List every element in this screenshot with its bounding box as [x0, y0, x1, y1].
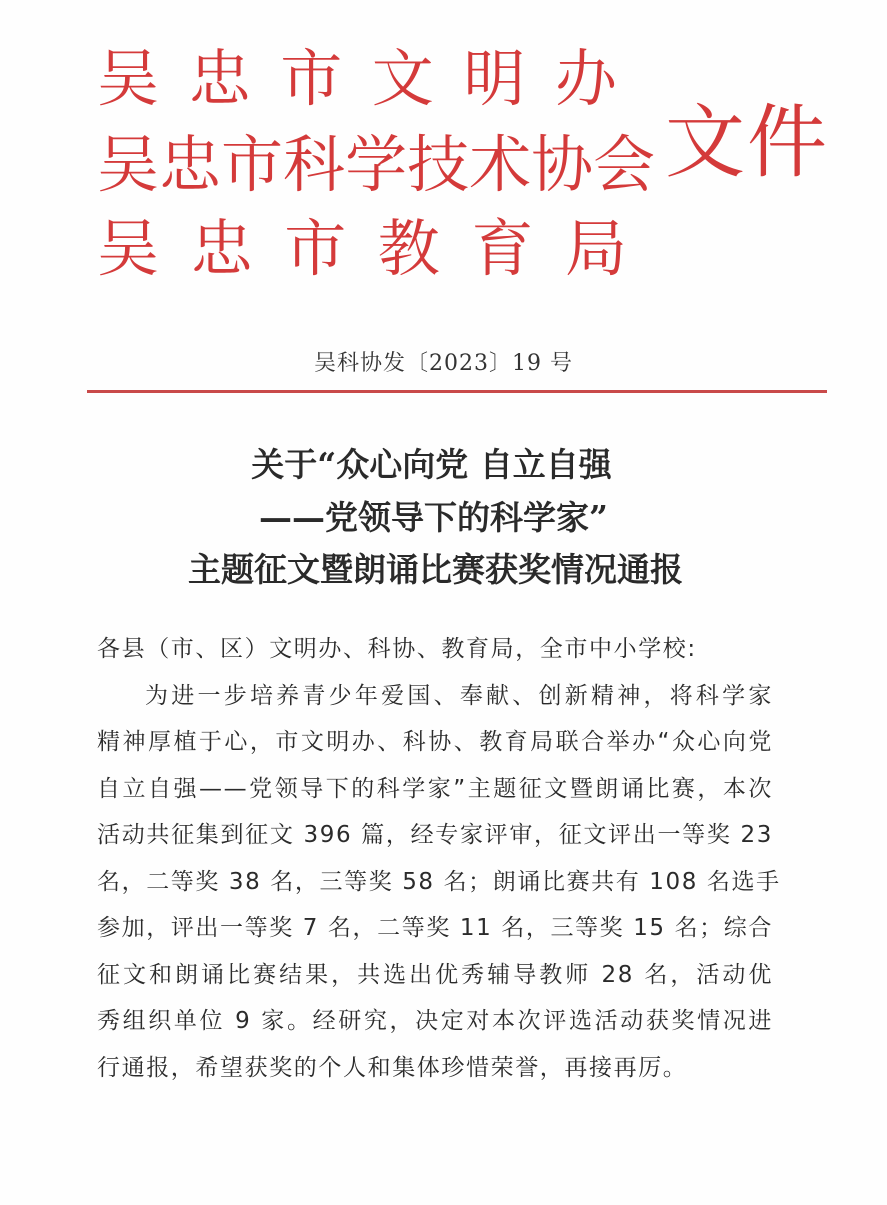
- paragraph-line: 行通报，希望获奖的个人和集体珍惜荣誉，再接再厉。: [97, 1054, 688, 1081]
- issuer-char: 育: [471, 212, 534, 285]
- salutation: 各县（市、区）文明办、科协、教育局，全市中小学校:: [97, 636, 697, 662]
- paragraph-line: 精神厚植于心，市文明办、科协、教育局联合举办“众心向党: [97, 729, 773, 755]
- document-number: 吴科协发〔2023〕19 号: [314, 351, 573, 376]
- issuer-char: 教: [377, 212, 440, 285]
- issuer-char: 科: [283, 128, 346, 201]
- issuer-char: 技: [407, 128, 470, 201]
- paragraph-line: 为进一步培养青少年爱国、奉献、创新精神，将科学家: [145, 682, 773, 709]
- issuer-civilization-office: [97, 44, 617, 114]
- paragraph-line: 活动共征集到征文 396 篇，经专家评审，征文评出一等奖 23: [97, 822, 773, 848]
- issuer-char: 明: [463, 42, 526, 115]
- issuer-char: 忠: [190, 212, 253, 285]
- paragraph-line: 自立自强——党领导下的科学家”主题征文暨朗诵比赛，本次: [97, 775, 773, 802]
- issuer-char: 市: [280, 42, 343, 115]
- issuer-char: 文: [371, 42, 434, 115]
- title-line-1: 关于“众心向党 自立自强: [251, 445, 612, 484]
- issuer-char: 吴: [97, 42, 160, 115]
- issuer-char: 术: [469, 128, 532, 201]
- issuer-char: 忠: [188, 42, 251, 115]
- paragraph-line: 名，二等奖 38 名，三等奖 58 名；朗诵比赛共有 108 名选手: [97, 868, 781, 895]
- title-line-3: 主题征文暨朗诵比赛获奖情况通报: [188, 550, 683, 589]
- title-line-2: ——党领导下的科学家”: [259, 498, 608, 537]
- issuer-char: 吴: [97, 128, 160, 201]
- paragraph-line: 参加，评出一等奖 7 名，二等奖 11 名，三等奖 15 名；综合: [97, 915, 773, 941]
- red-divider-line: [87, 390, 827, 393]
- issuer-char: 会: [593, 128, 656, 201]
- document-type-label: 文件: [665, 96, 829, 189]
- issuer-char: 协: [531, 128, 594, 201]
- issuer-char: 吴: [97, 212, 160, 285]
- issuer-char: 忠: [159, 128, 222, 201]
- issuer-char: 市: [221, 128, 284, 201]
- issuer-char: 学: [345, 128, 408, 201]
- issuer-science-association: [97, 128, 656, 201]
- document-body: [97, 626, 781, 1091]
- paragraph-line: 征文和朗诵比赛结果，共选出优秀辅导教师 28 名，活动优: [97, 961, 773, 988]
- issuer-char: 市: [284, 212, 347, 285]
- issuer-education-bureau: [97, 214, 627, 284]
- paragraph-line: 秀组织单位 9 家。经研究，决定对本次评选活动获奖情况进: [97, 1008, 773, 1034]
- issuer-char: 办: [554, 42, 617, 115]
- issuer-char: 局: [564, 212, 627, 285]
